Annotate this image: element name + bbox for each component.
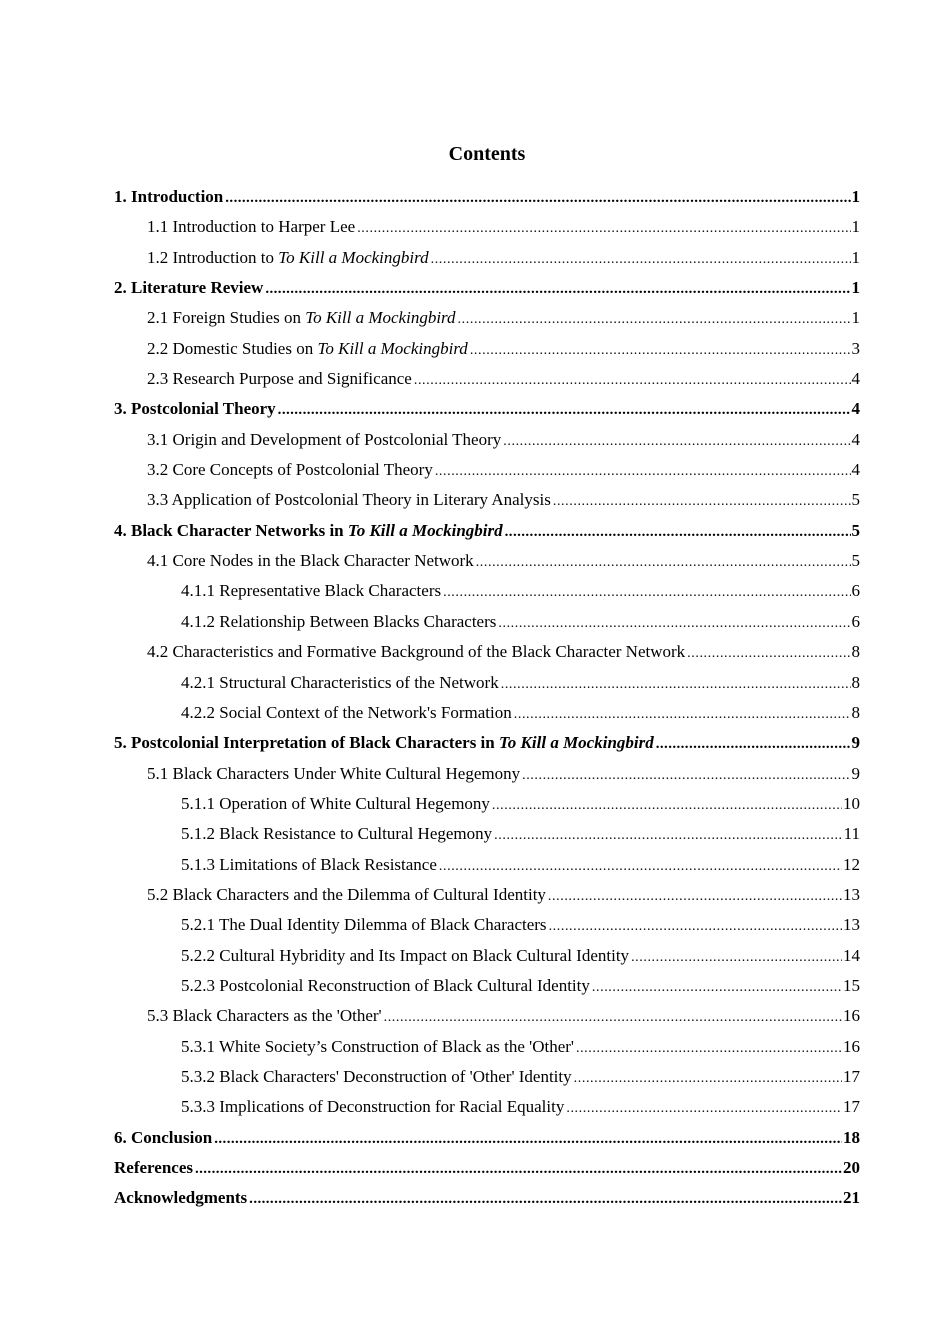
toc-page-number: 3 [851,338,860,358]
toc-page-number: 1 [851,278,860,298]
toc-entry[interactable] [114,971,860,1001]
toc-page-number: 5 [851,490,860,510]
toc-entry[interactable] [114,759,860,789]
dot-leader [592,973,842,1003]
dot-leader [384,1003,842,1033]
toc-entry[interactable] [114,425,860,455]
toc-entry-title [181,1032,574,1062]
toc-page-number: 14 [843,945,860,965]
toc-entry-italic-title: To Kill a Mockingbird [278,247,429,267]
dot-leader [265,274,850,304]
toc-entry-title [181,819,492,849]
dot-leader [195,1154,842,1184]
toc-entry[interactable] [114,728,860,758]
toc-entry-title [114,516,503,546]
table-of-contents [114,182,860,1214]
toc-entry-label: 4.1.1 Representative Black Characters [181,581,442,601]
toc-page-number: 8 [851,672,860,692]
toc-entry-label: 3. Postcolonial Theory [114,399,276,419]
toc-entry-title [181,1092,564,1122]
toc-entry[interactable] [114,303,860,333]
toc-entry[interactable] [114,880,860,910]
toc-entry[interactable] [114,789,860,819]
toc-page-number: 21 [843,1188,860,1208]
dot-leader [225,183,850,213]
toc-entry-title [147,334,468,364]
toc-entry-title [147,880,546,910]
toc-entry-title [181,910,547,940]
toc-entry[interactable] [114,607,860,637]
toc-entry-label: 5.2.2 Cultural Hybridity and Its Impact on Black Cultural Identity [181,945,630,965]
toc-entry[interactable] [114,516,860,546]
toc-entry-label: 2.2 Domestic Studies on [147,338,318,358]
toc-page-number: 13 [843,884,860,904]
toc-page-number: 1 [851,308,860,328]
toc-entry-title [114,394,276,424]
dot-leader [414,366,851,396]
dot-leader [576,1034,842,1064]
toc-entry[interactable] [114,1092,860,1122]
toc-entry-title [114,273,263,303]
toc-entry-label: 5.1.2 Black Resistance to Cultural Hegemony [181,824,493,844]
toc-entry[interactable] [114,394,860,424]
toc-entry[interactable] [114,910,860,940]
dot-leader [501,670,851,700]
toc-entry-title [181,576,441,606]
toc-entry-label: 5.3.3 Implications of Deconstruction for Racial Equality [181,1097,565,1117]
toc-page-number: 15 [843,975,860,995]
toc-page-number: 16 [843,1036,860,1056]
toc-page-number: 1 [851,187,860,206]
toc-page-number: 5 [851,551,860,571]
toc-entry-label: 4.2 Characteristics and Formative Background of the Black Character Network [147,642,686,662]
toc-entry-label: 4. Black Character Networks in [114,520,348,540]
toc-page-number: 18 [843,1127,860,1147]
toc-entry[interactable] [114,941,860,971]
toc-entry-title [147,485,551,515]
dot-leader [470,336,851,366]
toc-entry-label: 5.2 Black Characters and the Dilemma of Cultural Identity [147,884,546,904]
dot-leader [549,912,842,942]
toc-entry-label: 1. Introduction [114,187,224,206]
toc-entry-label: 2.1 Foreign Studies on [147,308,306,328]
dot-leader [476,548,851,578]
toc-page-number: 20 [843,1158,860,1177]
toc-entry-title [114,1123,212,1153]
toc-entry-label: 4.1.2 Relationship Between Blacks Characters [181,611,497,631]
toc-entry-title [147,546,474,576]
toc-entry-label: 4.2.2 Social Context of the Network's Formation [181,702,512,722]
toc-entry-italic-title: To Kill a Mockingbird [347,520,503,540]
toc-page-number: 8 [851,702,860,722]
toc-entry-label: 1.2 Introduction to [147,247,279,267]
toc-entry-label: 5.3 Black Characters as the 'Other' [147,1006,382,1026]
toc-entry-title [181,1062,572,1092]
dot-leader [522,761,850,791]
toc-entry-title [114,182,223,212]
dot-leader [574,1064,842,1094]
toc-entry[interactable] [114,668,860,698]
toc-page-number: 11 [843,824,860,844]
toc-page-number: 8 [851,642,860,662]
page-title: Contents [448,143,526,165]
toc-entry-title [181,789,490,819]
toc-entry[interactable] [114,334,860,364]
toc-entry-label: 3.1 Origin and Development of Postcolonial Theory [147,429,502,449]
dot-leader [553,487,851,517]
toc-entry[interactable] [114,485,860,515]
toc-entry[interactable] [114,1153,860,1183]
toc-entry-label: 5.1.3 Limitations of Black Resistance [181,854,437,874]
dot-leader [278,395,851,425]
toc-page-number: 13 [843,915,860,935]
dot-leader [458,305,851,335]
dot-leader [431,245,851,275]
toc-entry-title [147,759,520,789]
toc-entry-label: 5.1.1 Operation of White Cultural Hegemony [181,793,490,813]
toc-entry-label: 4.2.1 Structural Characteristics of the Network [181,672,499,692]
dot-leader [492,791,842,821]
toc-page-number: 4 [851,399,860,419]
dot-leader [439,852,842,882]
toc-entry-label: 5.2.3 Postcolonial Reconstruction of Black Cultural Identity [181,975,590,995]
toc-page-number: 16 [843,1006,860,1026]
toc-entry[interactable] [114,1183,860,1213]
dot-leader [687,639,850,669]
toc-entry-title [147,243,429,273]
dot-leader [214,1124,842,1154]
toc-entry[interactable] [114,364,860,394]
toc-entry-italic-title: To Kill a Mockingbird [498,733,654,753]
toc-entry-label: 1.1 Introduction to Harper Lee [147,217,356,237]
toc-entry-label: Acknowledgments [114,1188,248,1208]
toc-entry-label: 2. Literature Review [114,278,264,298]
toc-entry[interactable] [114,182,860,212]
toc-entry-title [114,1183,247,1213]
toc-entry[interactable] [114,273,860,303]
toc-entry[interactable] [114,1032,860,1062]
toc-entry-title [147,637,685,667]
toc-page-number: 12 [843,854,860,874]
toc-entry-title [147,364,412,394]
toc-entry-label: 6. Conclusion [114,1127,213,1147]
toc-entry-title [147,303,456,333]
toc-entry-label: 5.1 Black Characters Under White Cultural Hegemony [147,763,521,783]
dot-leader [656,729,851,759]
toc-entry-title [181,941,629,971]
toc-entry-label: 5. Postcolonial Interpretation of Black Characters in [114,733,499,753]
toc-entry-label: 4.1 Core Nodes in the Black Character Network [147,551,474,571]
toc-page-number: 4 [851,369,860,389]
toc-entry-label: 5.2.1 The Dual Identity Dilemma of Black Characters [181,915,547,935]
toc-page-number: 9 [851,733,860,753]
toc-entry-title [181,668,499,698]
toc-entry-label: 3.3 Application of Postcolonial Theory in Literary Analysis [147,490,551,510]
toc-entry-title [147,425,501,455]
toc-page-number: 9 [851,763,860,783]
dot-leader [435,457,851,487]
toc-entry-label: 5.3.1 White Society’s Construction of Black as the 'Other' [181,1036,574,1056]
toc-entry[interactable] [114,1062,860,1092]
dot-leader [503,427,850,457]
dot-leader [566,1094,842,1124]
toc-entry[interactable] [114,212,860,242]
toc-page-number: 4 [851,429,860,449]
toc-entry[interactable] [114,1001,860,1031]
toc-entry[interactable] [114,455,860,485]
toc-entry-title [114,728,654,758]
toc-page-number: 4 [851,460,860,480]
dot-leader [498,609,850,639]
toc-entry-title [147,1001,382,1031]
toc-entry[interactable] [114,1123,860,1153]
toc-entry-label: 2.3 Research Purpose and Significance [147,369,412,389]
toc-entry[interactable] [114,698,860,728]
toc-entry[interactable] [114,576,860,606]
toc-page-number: 6 [851,611,860,631]
toc-entry[interactable] [114,546,860,576]
toc-entry[interactable] [114,243,860,273]
toc-entry-title [181,607,496,637]
toc-entry-title [147,455,433,485]
dot-leader [443,578,850,608]
toc-page-number: 5 [851,520,860,540]
dot-leader [548,882,842,912]
toc-entry-title [181,971,590,1001]
toc-entry-label: 5.3.2 Black Characters' Deconstruction of 'Other' Identity [181,1066,572,1086]
toc-page-number: 1 [851,247,860,267]
toc-entry-title [114,1153,193,1183]
toc-entry-title [147,212,355,242]
toc-page-number: 17 [843,1066,860,1086]
toc-entry[interactable] [114,850,860,880]
dot-leader [357,214,850,244]
toc-page-number: 10 [843,793,860,813]
dot-leader [249,1184,842,1214]
dot-leader [494,821,842,851]
toc-entry-title [181,850,437,880]
dot-leader [505,517,851,547]
toc-entry-italic-title: To Kill a Mockingbird [305,308,456,328]
toc-entry-italic-title: To Kill a Mockingbird [317,338,468,358]
toc-page-number: 6 [851,581,860,601]
dot-leader [514,700,851,730]
toc-page-number: 1 [851,217,860,237]
toc-entry-label: References [114,1158,193,1177]
toc-entry[interactable] [114,819,860,849]
toc-entry-title [181,698,512,728]
toc-entry[interactable] [114,637,860,667]
toc-entry-label: 3.2 Core Concepts of Postcolonial Theory [147,460,433,480]
dot-leader [631,943,842,973]
toc-page-number: 17 [843,1097,860,1117]
